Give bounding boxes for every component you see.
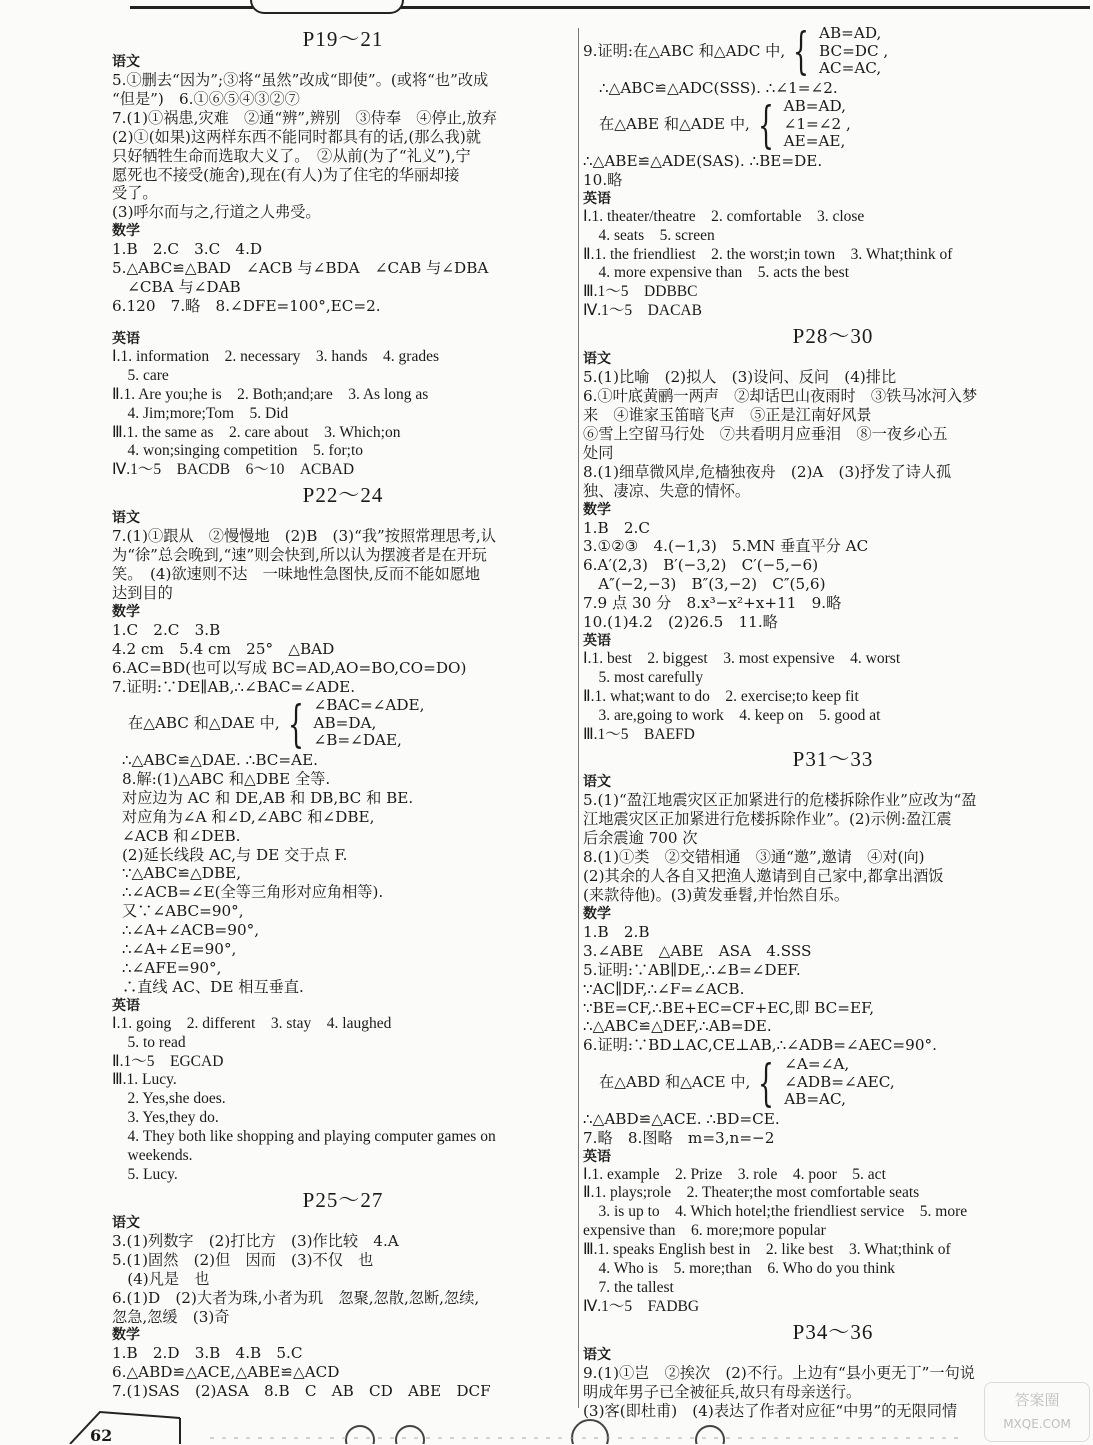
answer-line: 6.证明:∵BD⊥AC,CE⊥AB,∴∠ADB=∠AEC=90°. — [583, 1036, 937, 1055]
answer-line: 6.①叶底黄鹂一两声 ②却话巴山夜雨时 ③铁马冰河入梦 — [583, 387, 978, 406]
answer-line: AB=AC, — [784, 1090, 846, 1109]
answer-line: 4. won;singing competition 5. for;to — [112, 442, 363, 460]
answer-block — [583, 208, 1083, 321]
answer-line: 明成年男子已全被征兵,故只有母亲送行。 — [583, 1382, 862, 1401]
answer-line: Ⅱ.1. what;want to do 2. exercise;to keep fit — [583, 687, 859, 705]
answer-line: Ⅳ.1～5 BACDB 6～10 ACBAD — [112, 461, 355, 479]
answer-line: 6.△ABD≌△ACE,△ABE≌△ACD — [112, 1363, 340, 1382]
answer-block — [583, 791, 1083, 904]
brace: { — [757, 95, 774, 154]
answer-block — [583, 519, 1083, 632]
answer-block — [112, 1344, 574, 1401]
answer-line: 5. care — [112, 366, 169, 384]
watermark-text: 答案圈 — [1014, 1391, 1060, 1409]
answer-line: 5.(1)比喻 (2)拟人 (3)设问、反问 (4)排比 — [583, 368, 897, 387]
proof-system — [583, 22, 1083, 81]
answer-line: Ⅳ.1～5 FADBG — [583, 1297, 700, 1315]
answer-line: (3)客(即杜甫) (4)表达了作者对应征“中男”的无限同情 — [583, 1401, 958, 1420]
answer-line: 7.略 8.图略 m=3,n=−2 — [583, 1128, 775, 1147]
subject-label-chinese: 语文 — [112, 510, 140, 527]
subject-label-math: 数学 — [583, 905, 611, 922]
answer-line: AE=AE, — [783, 132, 846, 151]
answer-line: 忽急,忽缓 (3)奇 — [112, 1307, 230, 1326]
answer-line: 7.证明:∵DE∥AB,∴∠BAC=∠ADE. — [112, 677, 356, 696]
answer-block — [122, 751, 574, 997]
answer-line: 来 ④谁家玉笛暗飞声 ⑤正是江南好风景 — [583, 405, 872, 424]
answer-line: ∵BE=CF,∴BE+EC=CF+EC,即 BC=EF, — [583, 998, 875, 1017]
answer-line: 10.(1)4.2 (2)26.5 11.略 — [583, 613, 778, 632]
answer-line: 3. are,going to work 4. keep on 5. good at — [583, 706, 881, 724]
answer-line: 受了。 — [112, 184, 158, 203]
watermark — [984, 1382, 1090, 1442]
proof-head: 9.证明:在△ABC 和△ADC 中, — [583, 41, 786, 60]
section-heading: P25～27 — [302, 1187, 384, 1212]
answer-line: 后余震逾 700 次 — [583, 829, 698, 848]
answer-line: 5.①删去“因为”;③将“虽然”改成“即使”。(或将“也”改成 — [112, 71, 489, 89]
proof-conditions — [784, 98, 851, 151]
answer-line: (2)①(如果)这两样东西不能同时都具有的话,(那么我)就 — [112, 127, 481, 146]
answer-line: 5.(1)固然 (2)但 因而 (3)不仅 也 — [112, 1250, 374, 1269]
answer-line: Ⅰ.1. example 2. Prize 3. role 4. poor 5. act — [583, 1165, 886, 1183]
proof-head: 在△ABE 和△ADE 中, — [599, 115, 750, 134]
answer-line: “但是”) 6.①⑥⑤④③②⑦ — [112, 89, 300, 108]
answer-block — [583, 650, 1083, 745]
answer-line: 1.B 2.C — [583, 518, 650, 537]
subject-label-english: 英语 — [583, 632, 611, 649]
answer-line: 1.B 2.C 3.C 4.D — [112, 240, 263, 259]
proof-system — [599, 95, 1083, 154]
answer-line: 5. most carefully — [583, 668, 704, 686]
answer-line: ∠B=∠DAE, — [313, 731, 402, 750]
answer-line: 只好牺牲生命而选取大义了。 ②从前(为了“礼义”),宁 — [112, 146, 471, 165]
answer-line: 又∵∠ABC=90°, — [122, 902, 244, 921]
answer-line: ∠CBA 与∠DAB — [112, 278, 241, 297]
answer-line: 5.△ABC≌△BAD ∠ACB 与∠BDA ∠CAB 与∠DBA — [112, 259, 489, 278]
proof-conditions — [784, 1056, 894, 1109]
subject-label-chinese: 语文 — [583, 1346, 611, 1363]
answer-line: 3. Yes,they do. — [112, 1109, 219, 1127]
answer-line: ∴△ABE≌△ADE(SAS). ∴BE=DE. — [583, 151, 823, 170]
subject-label-math: 数学 — [583, 501, 611, 518]
answer-line: 6.AC=BD(也可以写成 BC=AD,AO=BO,CO=DO) — [112, 658, 467, 677]
answer-line: 4. They both like shopping and playing computer games on — [112, 1128, 496, 1146]
answer-line: ∵AC∥DF,∴∠F=∠ACB. — [583, 979, 745, 998]
answer-line: (4)凡是 也 — [112, 1269, 210, 1288]
answer-line: ∴△ABD≌△ACE. ∴BD=CE. — [583, 1109, 780, 1128]
answer-line: 5. to read — [112, 1033, 186, 1051]
answer-line: 7.(1)①跟从 ②慢慢地 (2)B (3)“我”按照常理思考,认 — [112, 527, 496, 546]
section-heading: P31～33 — [792, 747, 874, 772]
answer-line: 8.解:(1)△ABC 和△DBE 全等. — [122, 769, 331, 788]
answer-line: BC=DC , — [819, 41, 889, 60]
answer-line: 独、凄凉、失意的情怀。 — [583, 481, 751, 500]
subject-label-math: 数学 — [112, 223, 140, 240]
answer-line: 对应角为∠A 和∠D,∠ABC 和∠DBE, — [122, 807, 375, 826]
subject-label-chinese: 语文 — [583, 774, 611, 791]
left-column — [112, 24, 574, 1401]
answer-line: 1.C 2.C 3.B — [112, 620, 221, 639]
answer-line: 6.A′(2,3) B′(−3,2) C′(−5,−6) — [583, 556, 819, 575]
answer-line: 江地震灾区正加紧进行危楼拆除作业”。(2)示例:盈江震 — [583, 810, 952, 829]
proof-system — [128, 694, 574, 753]
answer-line: 10.略 — [583, 170, 623, 189]
answer-line: Ⅱ.1. the friendliest 2. the worst;in town 3. What;think of — [583, 245, 953, 263]
answer-line: ∴∠ACB=∠E(全等三角形对应角相等). — [122, 883, 384, 902]
answer-line: AB=DA, — [313, 713, 377, 732]
answer-line: Ⅱ.1～5 EGCAD — [112, 1052, 224, 1070]
answer-block — [583, 1110, 1083, 1148]
answer-line: 7. the tallest — [583, 1279, 674, 1296]
section-heading: P22～24 — [302, 483, 384, 508]
subject-label-english: 英语 — [112, 997, 140, 1014]
answer-line: AC=AC, — [819, 59, 882, 77]
answer-line: ⑥雪上空留马行处 ⑦共看明月应垂泪 ⑧一夜乡心五 — [583, 424, 948, 443]
answer-line: weekends. — [112, 1147, 193, 1165]
answer-line: (来款待他)。(3)黄发垂髫,并怡然自乐。 — [583, 886, 850, 904]
answer-line: Ⅰ.1. best 2. biggest 3. most expensive 4. worst — [583, 649, 901, 667]
answer-line: (3)呼尔而与之,行道之人弗受。 — [112, 203, 321, 222]
subject-label-math: 数学 — [112, 1327, 140, 1344]
answer-line: 9.(1)①岂 ②挨次 (2)不行。上边有“县小更无丁”一句说 — [583, 1363, 975, 1382]
subject-label-chinese: 语文 — [583, 351, 611, 368]
answer-line: ∴直线 AC、DE 相互垂直. — [122, 977, 304, 996]
answer-block — [112, 348, 574, 480]
answer-block — [112, 71, 574, 222]
answer-line: 处同 — [583, 443, 614, 462]
answer-line: Ⅱ.1. plays;role 2. Theater;the most comfortable seats — [583, 1184, 920, 1202]
answer-block — [583, 152, 1083, 190]
answer-line: (2)其余的人各自又把渔人邀请到自己家中,都拿出酒饭 — [583, 867, 944, 886]
answer-line: ∴∠A+∠E=90°, — [122, 940, 237, 959]
answer-line: ∴△ABC≌△DAE. ∴BC=AE. — [122, 750, 318, 769]
page-number: 62 — [90, 1426, 113, 1445]
answer-line: Ⅱ.1. Are you;he is 2. Both;and;are 3. As long as — [112, 385, 429, 403]
answer-line: AB=AD, — [783, 97, 846, 116]
answer-line: ∴∠A+∠ACB=90°, — [122, 921, 260, 940]
answer-line: Ⅰ.1. going 2. different 3. stay 4. laughed — [112, 1014, 392, 1032]
proof-conditions — [313, 697, 424, 750]
proof-system — [599, 1053, 1083, 1112]
top-tab-decoration — [250, 0, 404, 14]
answer-line: 5.证明:∵AB∥DE,∴∠B=∠DEF. — [583, 960, 801, 979]
answer-line: ∴△ABC≌△DEF,∴AB=DE. — [583, 1017, 772, 1036]
answer-line: 2. Yes,she does. — [112, 1090, 226, 1108]
answer-line: ∠1=∠2 , — [783, 114, 851, 133]
answer-line: A″(−2,−3) B″(3,−2) C″(5,6) — [583, 575, 826, 594]
proof-conditions — [819, 25, 888, 78]
section-heading: P19～21 — [302, 27, 384, 51]
answer-block — [112, 621, 574, 697]
answer-line: ∴△ABC≌△ADC(SSS). ∴∠1=∠2. — [599, 78, 838, 97]
section-heading: P28～30 — [792, 324, 874, 349]
answer-line: 为“徐”总会晚到,“速”则会快到,所以认为摆渡者是在开玩 — [112, 546, 487, 565]
right-column — [583, 24, 1083, 1421]
answer-line: 7.(1)①祸患,灾难 ②通“辨”,辨别 ③侍奉 ④停止,放弃 — [112, 108, 497, 127]
answer-line: Ⅰ.1. information 2. necessary 3. hands 4. grades — [112, 347, 439, 365]
answer-block — [112, 527, 574, 603]
answer-block — [112, 1015, 574, 1185]
answer-line: Ⅲ.1. Lucy. — [112, 1071, 177, 1089]
subject-label-english: 英语 — [583, 190, 611, 207]
answer-line: ∠ACB 和∠DEB. — [122, 826, 241, 845]
answer-line: 3.(1)列数字 (2)打比方 (3)作比较 4.A — [112, 1231, 399, 1250]
proof-head: 在△ABC 和△DAE 中, — [128, 714, 280, 733]
brace: { — [287, 694, 304, 753]
answer-line: Ⅰ.1. theater/theatre 2. comfortable 3. close — [583, 207, 865, 225]
answer-line: 8.(1)①类 ②交错相通 ③通“邀”,邀请 ④对(向) — [583, 848, 925, 867]
answer-line: ∠A=∠A, — [784, 1055, 850, 1074]
subject-label-math: 数学 — [112, 603, 140, 620]
answer-line: 1.B 2.D 3.B 4.B 5.C — [112, 1344, 303, 1363]
answer-line: 1.B 2.B — [583, 922, 650, 941]
brace: { — [758, 1053, 775, 1112]
answer-line: 对应边为 AC 和 DE,AB 和 DB,BC 和 BE. — [122, 788, 414, 807]
brace: { — [793, 22, 810, 81]
answer-line: ∠ADB=∠AEC, — [784, 1072, 895, 1091]
answer-line: AB=AD, — [819, 24, 882, 42]
answer-line: 达到目的 — [112, 583, 173, 602]
answer-line: Ⅲ.1. the same as 2. care about 3. Which;on — [112, 423, 401, 441]
proof-head: 在△ABD 和△ACE 中, — [599, 1073, 751, 1092]
answer-line: 6.120 7.略 8.∠DFE=100°,EC=2. — [112, 296, 381, 315]
answer-line: 笑。 (4)欲速则不达 一味地性急图快,反而不能如愿地 — [112, 565, 481, 584]
answer-line: 3. is up to 4. Which hotel;the friendliest service 5. more — [583, 1203, 968, 1221]
answer-line: ∴∠AFE=90°, — [122, 958, 222, 977]
answer-block — [583, 368, 1083, 500]
answer-block — [112, 240, 574, 316]
answer-line: 4. more expensive than 5. acts the best — [583, 264, 850, 282]
answer-line: 4. Who is 5. more;than 6. Who do you think — [583, 1260, 895, 1278]
answer-line: 6.(1)D (2)大者为珠,小者为玑 忽聚,忽散,忽断,忽续, — [112, 1288, 480, 1307]
answer-line: (2)延长线段 AC,与 DE 交于点 F. — [122, 845, 348, 864]
answer-line: Ⅲ.1～5 DDBBC — [583, 283, 698, 301]
answer-line: 4. seats 5. screen — [583, 226, 715, 244]
subject-label-english: 英语 — [112, 330, 140, 347]
answer-block — [112, 1232, 574, 1327]
answer-line: ∵△ABC≌△DBE, — [122, 864, 242, 883]
subject-label-chinese: 语文 — [112, 54, 140, 70]
answer-line: ∠BAC=∠ADE, — [313, 696, 425, 715]
answer-line: Ⅲ.1. speaks English best in 2. like best 3. What;think of — [583, 1241, 951, 1259]
answer-line: expensive than 6. more;more popular — [583, 1222, 826, 1240]
bottom-decoration — [60, 1401, 1090, 1444]
watermark-url: MXQE.COM — [1003, 1417, 1071, 1431]
answer-line: Ⅲ.1～5 BAEFD — [583, 725, 695, 743]
subject-label-chinese: 语文 — [112, 1214, 140, 1231]
column-divider — [578, 28, 579, 1408]
answer-line: 5.(1)“盈江地震灾区正加紧进行的危楼拆除作业”应改为“盈 — [583, 791, 977, 810]
answer-line: 5. Lucy. — [112, 1166, 178, 1183]
answer-block — [583, 1166, 1083, 1317]
answer-line: 愿死也不接受(施舍),现在(有人)为了住宅的华丽却接 — [112, 165, 460, 184]
answer-line: 3.①②③ 4.(−1,3) 5.MN 垂直平分 AC — [583, 537, 869, 556]
answer-block — [583, 923, 1083, 1055]
answer-line: 7.(1)SAS (2)ASA 8.B C AB CD ABE DCF — [112, 1382, 491, 1401]
section-heading: P34～36 — [792, 1319, 874, 1344]
answer-line: 4. Jim;more;Tom 5. Did — [112, 404, 289, 422]
answer-line: Ⅳ.1～5 DACAB — [583, 302, 702, 320]
subject-label-english: 英语 — [583, 1148, 611, 1165]
answer-line: 4.2 cm 5.4 cm 25° △BAD — [112, 639, 335, 658]
answer-line: 7.9 点 30 分 8.x³−x²+x+11 9.略 — [583, 594, 842, 613]
answer-line: 8.(1)细草微风岸,危樯独夜舟 (2)A (3)抒发了诗人孤 — [583, 462, 952, 481]
answer-line: 3.∠ABE △ABE ASA 4.SSS — [583, 941, 812, 960]
